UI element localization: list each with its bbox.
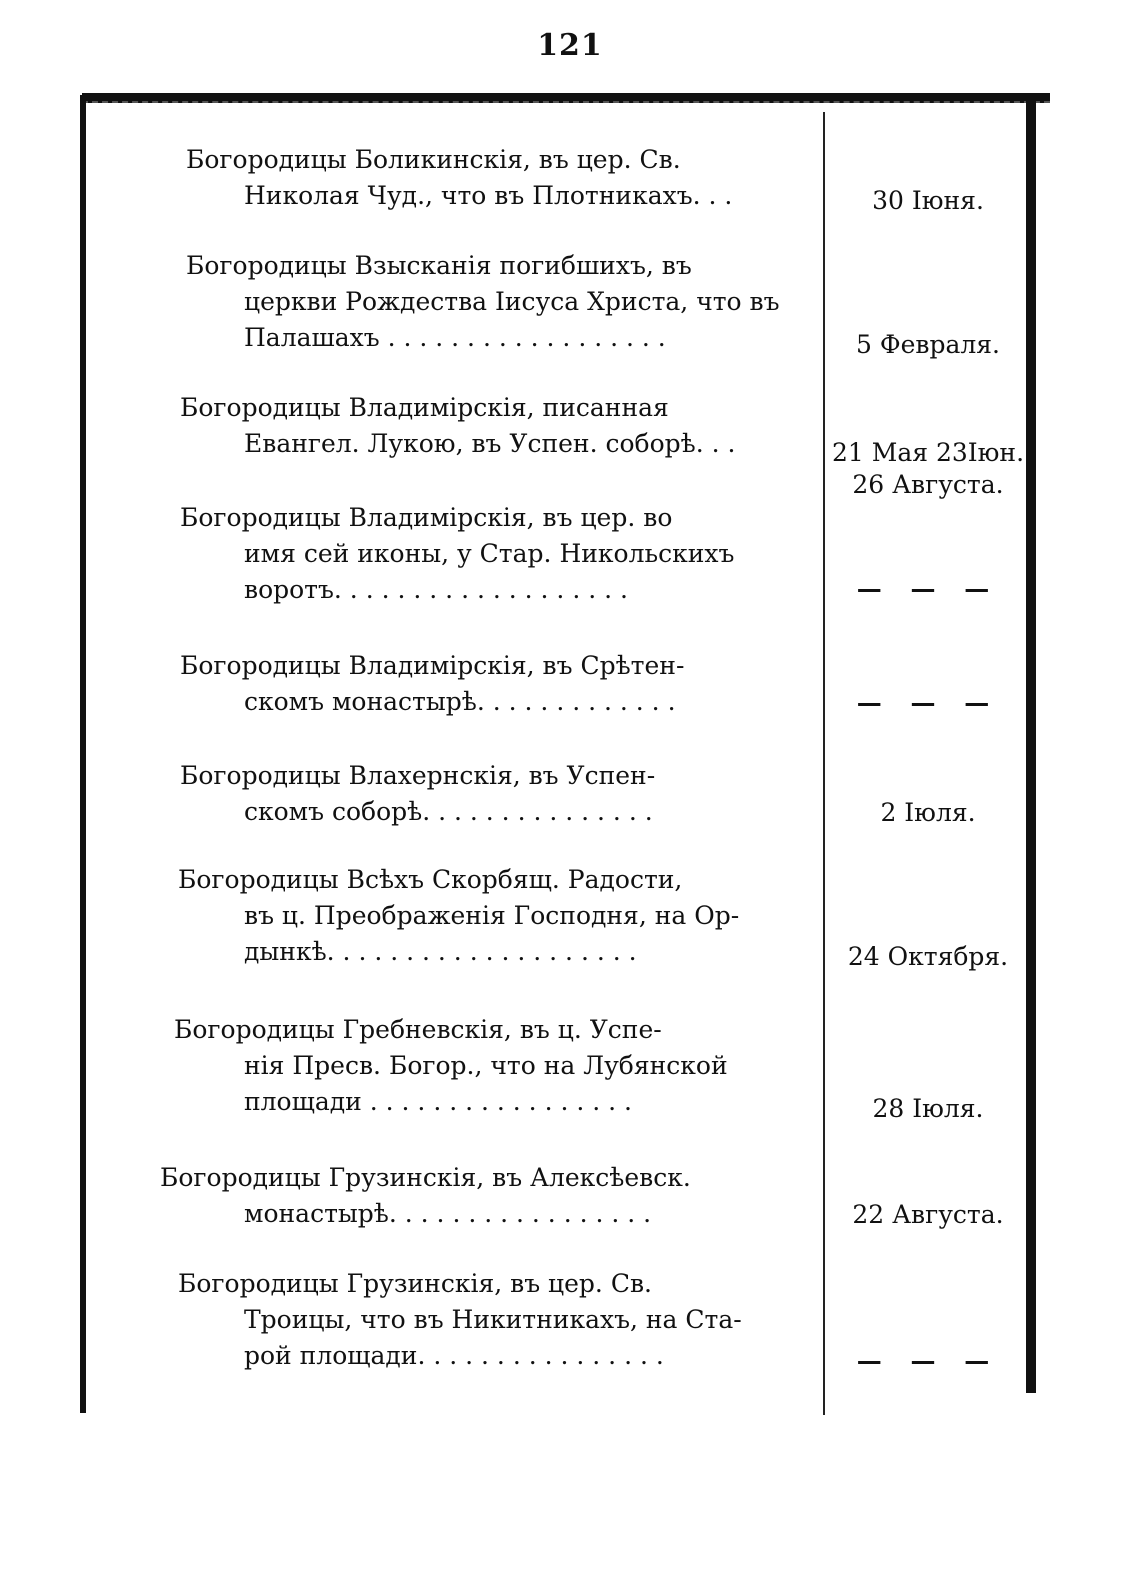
entry-date: — — —	[856, 574, 1000, 603]
entry-date: 5 Февраля.	[856, 330, 1000, 359]
entry-line: скомъ соборѣ. . . . . . . . . . . . . . .	[244, 797, 653, 826]
entry-line: имя сей иконы, у Стар. Никольскихъ	[244, 539, 735, 568]
entry-line: рой площади. . . . . . . . . . . . . . . .	[244, 1341, 664, 1370]
entry-line: Богородицы Владимірскія, въ цер. во	[180, 503, 673, 532]
entry-line: Евангел. Лукою, въ Успен. соборѣ. . .	[244, 429, 736, 458]
entry-line: скомъ монастырѣ. . . . . . . . . . . . .	[244, 687, 676, 716]
entry-line: церкви Рождества Іисуса Христа, что въ	[244, 287, 780, 316]
entry-date: 24 Октября.	[847, 942, 1009, 971]
entry-line: монастырѣ. . . . . . . . . . . . . . . . .	[244, 1199, 652, 1228]
entry-line: Богородицы Боликинскія, въ цер. Св.	[186, 145, 681, 174]
entry-line: Троицы, что въ Никитникахъ, на Ста-	[244, 1305, 742, 1334]
entry-date-secondary: 26 Августа.	[852, 470, 1004, 499]
entry-line: нія Пресв. Богор., что на Лубянской	[244, 1051, 728, 1080]
entry-date: 21 Мая 23Іюн.	[832, 438, 1025, 467]
entry-line: Богородицы Грузинскія, въ цер. Св.	[178, 1269, 652, 1298]
entry-date: — — —	[856, 1346, 1000, 1375]
page-number: 121	[537, 28, 603, 63]
entry-date: 22 Августа.	[852, 1200, 1004, 1229]
frame-right-rule	[1026, 95, 1036, 1393]
entry-date: 30 Іюня.	[872, 186, 984, 215]
entry-line: дынкѣ. . . . . . . . . . . . . . . . . . . .	[244, 937, 637, 966]
entry-line: Богородицы Владимірскія, писанная	[180, 393, 669, 422]
entry-date: 28 Іюля.	[872, 1094, 984, 1123]
entry-line: Николая Чуд., что въ Плотникахъ. . .	[244, 181, 733, 210]
column-divider	[823, 112, 825, 1415]
entry-date: 2 Іюля.	[880, 798, 976, 827]
entry-line: Богородицы Грузинскія, въ Алексѣевск.	[160, 1163, 691, 1192]
entry-line: воротъ. . . . . . . . . . . . . . . . . . .	[244, 575, 628, 604]
entry-line: Богородицы Владимірскія, въ Срѣтен-	[180, 651, 685, 680]
entry-line: Палашахъ . . . . . . . . . . . . . . . . . .	[244, 323, 666, 352]
entry-line: Богородицы Гребневскія, въ ц. Успе-	[174, 1015, 662, 1044]
entry-line: площади . . . . . . . . . . . . . . . . .	[244, 1087, 632, 1116]
entry-line: въ ц. Преображенія Господня, на Ор-	[244, 901, 740, 930]
frame-top-rule	[82, 93, 1050, 103]
entry-line: Богородицы Всѣхъ Скорбящ. Радости,	[178, 865, 683, 894]
frame-left-rule	[80, 95, 86, 1413]
entry-line: Богородицы Влахернскія, въ Успен-	[180, 761, 656, 790]
entry-line: Богородицы Взысканія погибшихъ, въ	[186, 251, 692, 280]
entry-date: — — —	[856, 688, 1000, 717]
